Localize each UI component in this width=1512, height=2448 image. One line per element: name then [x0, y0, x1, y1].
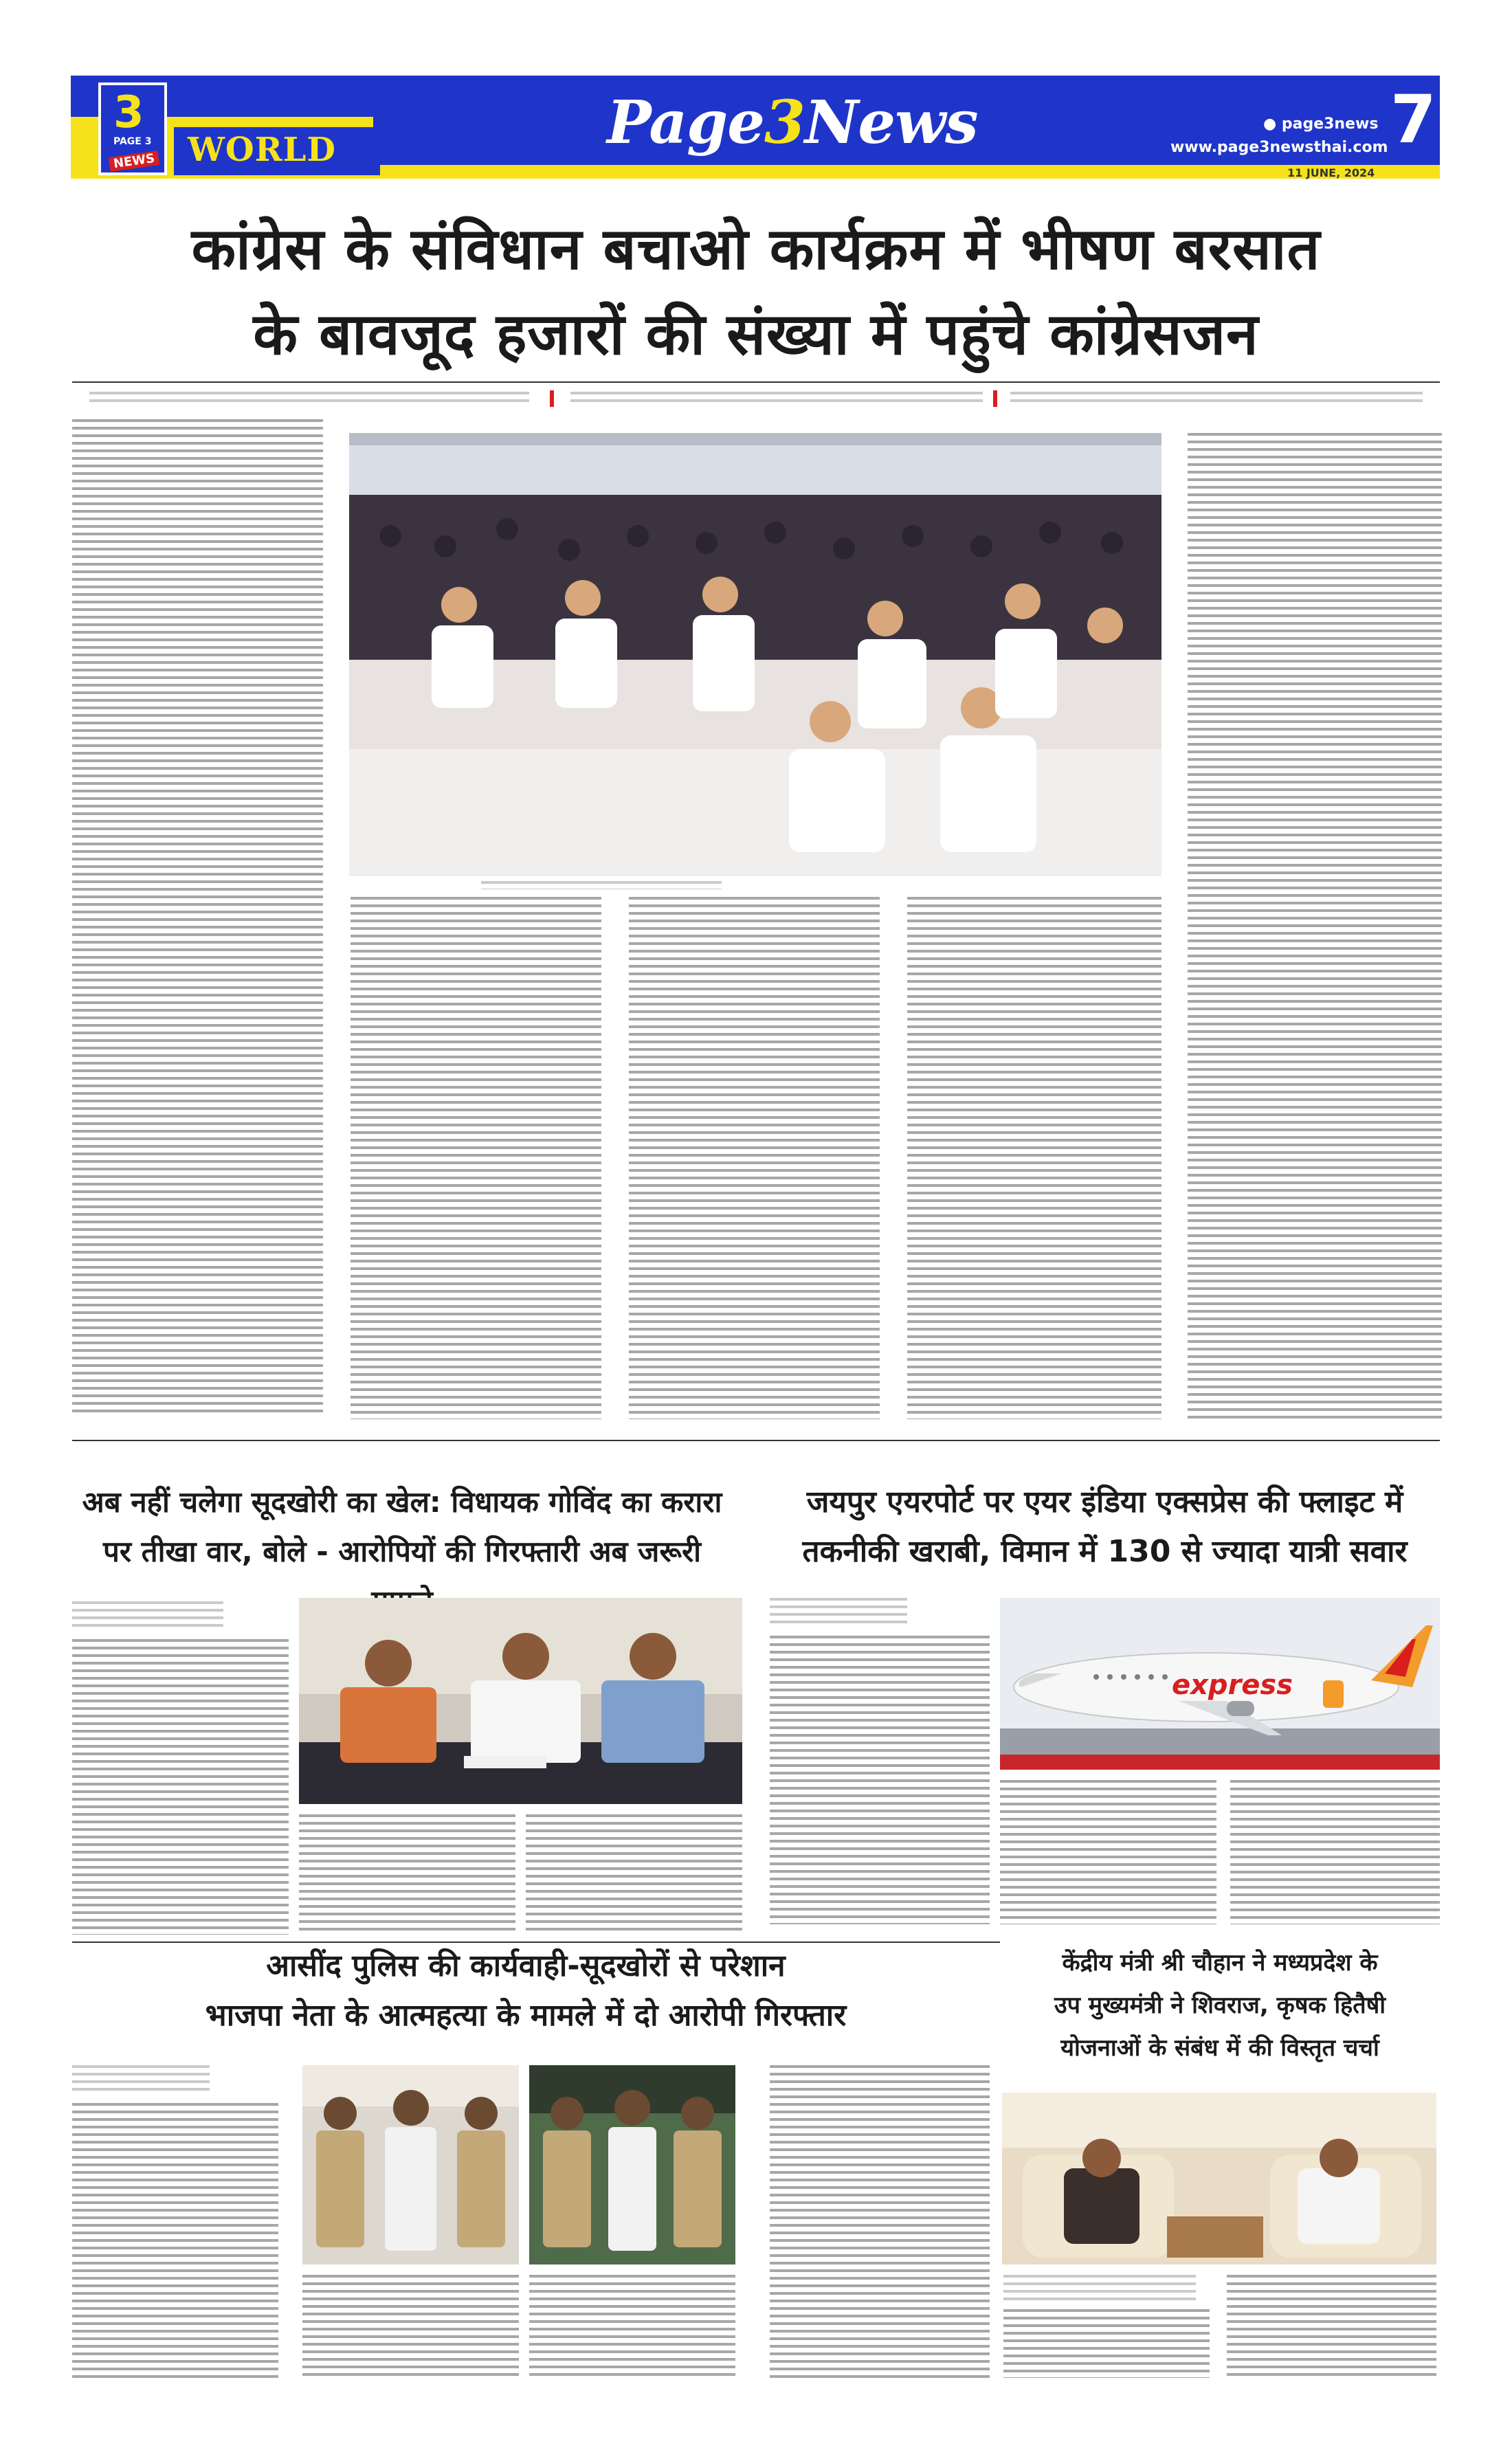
- logo-news-tag: NEWS: [109, 151, 159, 172]
- story3-headline-line1: जयपुर एयरपोर्ट पर एयर इंडिया एक्सप्रेस की फ्लाइट में: [806, 1484, 1403, 1520]
- article-column: [770, 1636, 990, 1924]
- social-handle-text: page3news: [1281, 115, 1379, 133]
- story5-headline-line1: केंद्रीय मंत्री श्री चौहान ने मध्यप्रदेश के: [1062, 1949, 1378, 1977]
- lead-headline-line2: के बावजूद हजारों की संख्या में पहुंचे कांग्रेसजन: [253, 300, 1259, 368]
- article-column: [1003, 2309, 1210, 2378]
- article-column: [72, 419, 323, 1416]
- story4-photo-left: [302, 2065, 519, 2265]
- article-column: [529, 2275, 735, 2378]
- article-column: [1188, 433, 1442, 1419]
- article-column: [299, 1814, 515, 1935]
- story3-headline-line2: तकनीकी खराबी, विमान में 130 से ज्यादा यात्री सवार: [802, 1534, 1408, 1569]
- story4-headline-line2: भाजपा नेता के आत्महत्या के मामले में दो आरोपी गिरफ्तार: [205, 1998, 847, 2033]
- plane-livery-text: express: [1172, 1669, 1293, 1701]
- byline: [1003, 2275, 1196, 2301]
- page3-logo: [98, 82, 167, 175]
- article-column: [1227, 2275, 1436, 2378]
- article-column: [629, 897, 880, 1419]
- article-column: [1000, 1780, 1216, 1924]
- story5-photo: [1002, 2093, 1436, 2265]
- police-arrest-image: [529, 2065, 735, 2265]
- story2-headline-line2: पर तीखा वार, बोले - आरोपियों की गिरफ्तारी अब जरूरी: [102, 1535, 702, 1568]
- article-column: [1230, 1780, 1440, 1924]
- article-column: [770, 2065, 990, 2378]
- story2-photo: [299, 1598, 742, 1804]
- lead-headline-line1: कांग्रेस के संविधान बचाओ कार्यक्रम में भीषण बरसात: [191, 215, 1321, 282]
- story4-headline: [72, 1941, 979, 2040]
- website-link[interactable]: www.page3newsthai.com: [1170, 139, 1388, 156]
- brand-title: [607, 88, 978, 157]
- press-meet-image: [299, 1598, 742, 1804]
- story3-headline: [766, 1478, 1443, 1577]
- rally-crowd-image: [349, 433, 1161, 876]
- story2-headline-line1: अब नहीं चलेगा सूदखोरी का खेल: विधायक गोविंद का करारा: [82, 1485, 722, 1519]
- divider: [72, 1440, 1440, 1441]
- article-column: [302, 2275, 519, 2378]
- brand-suffix: News: [804, 88, 978, 157]
- story4-photo-right: [529, 2065, 735, 2265]
- article-column: [351, 897, 601, 1419]
- social-handle: ● page3news: [1263, 115, 1379, 133]
- subhead-2: [570, 392, 983, 407]
- story3-photo: [1000, 1598, 1440, 1770]
- article-column: [526, 1814, 742, 1935]
- article-column: [72, 1639, 289, 1935]
- logo-small-text: PAGE 3: [113, 136, 152, 147]
- brand-prefix: Page: [607, 88, 764, 157]
- subhead-separator: [993, 390, 997, 407]
- masthead: [71, 76, 1440, 180]
- lead-photo: [349, 433, 1161, 876]
- section-label: WORLD: [188, 131, 336, 169]
- byline: [770, 1598, 907, 1624]
- subhead-1: [89, 392, 529, 407]
- subhead-3: [1010, 392, 1423, 407]
- airplane-image: [1000, 1598, 1440, 1770]
- divider: [72, 381, 1440, 383]
- photo-caption: [481, 881, 722, 889]
- article-column: [72, 2103, 278, 2378]
- article-column: [907, 897, 1161, 1419]
- police-arrest-image: [302, 2065, 519, 2265]
- brand-number: 3: [764, 88, 805, 157]
- story5-headline-line3: योजनाओं के संबंध में की विस्तृत चर्चा: [1060, 2034, 1379, 2062]
- lead-headline: [69, 206, 1443, 377]
- story5-headline: [1000, 1941, 1440, 2069]
- dateline: 11 JUNE, 2024: [1287, 166, 1375, 179]
- ministers-meeting-image: [1002, 2093, 1436, 2265]
- story5-headline-line2: उप मुख्यमंत्री ने शिवराज, कृषक हितैषी: [1054, 1992, 1386, 2019]
- byline: [72, 2065, 210, 2091]
- page-number: 7: [1390, 81, 1436, 158]
- logo-number: 3: [113, 87, 144, 138]
- byline: [72, 1601, 223, 1627]
- subhead-separator: [550, 390, 554, 407]
- story4-headline-line1: आसींद पुलिस की कार्यवाही-सूदखोरों से परेशान: [266, 1948, 786, 1983]
